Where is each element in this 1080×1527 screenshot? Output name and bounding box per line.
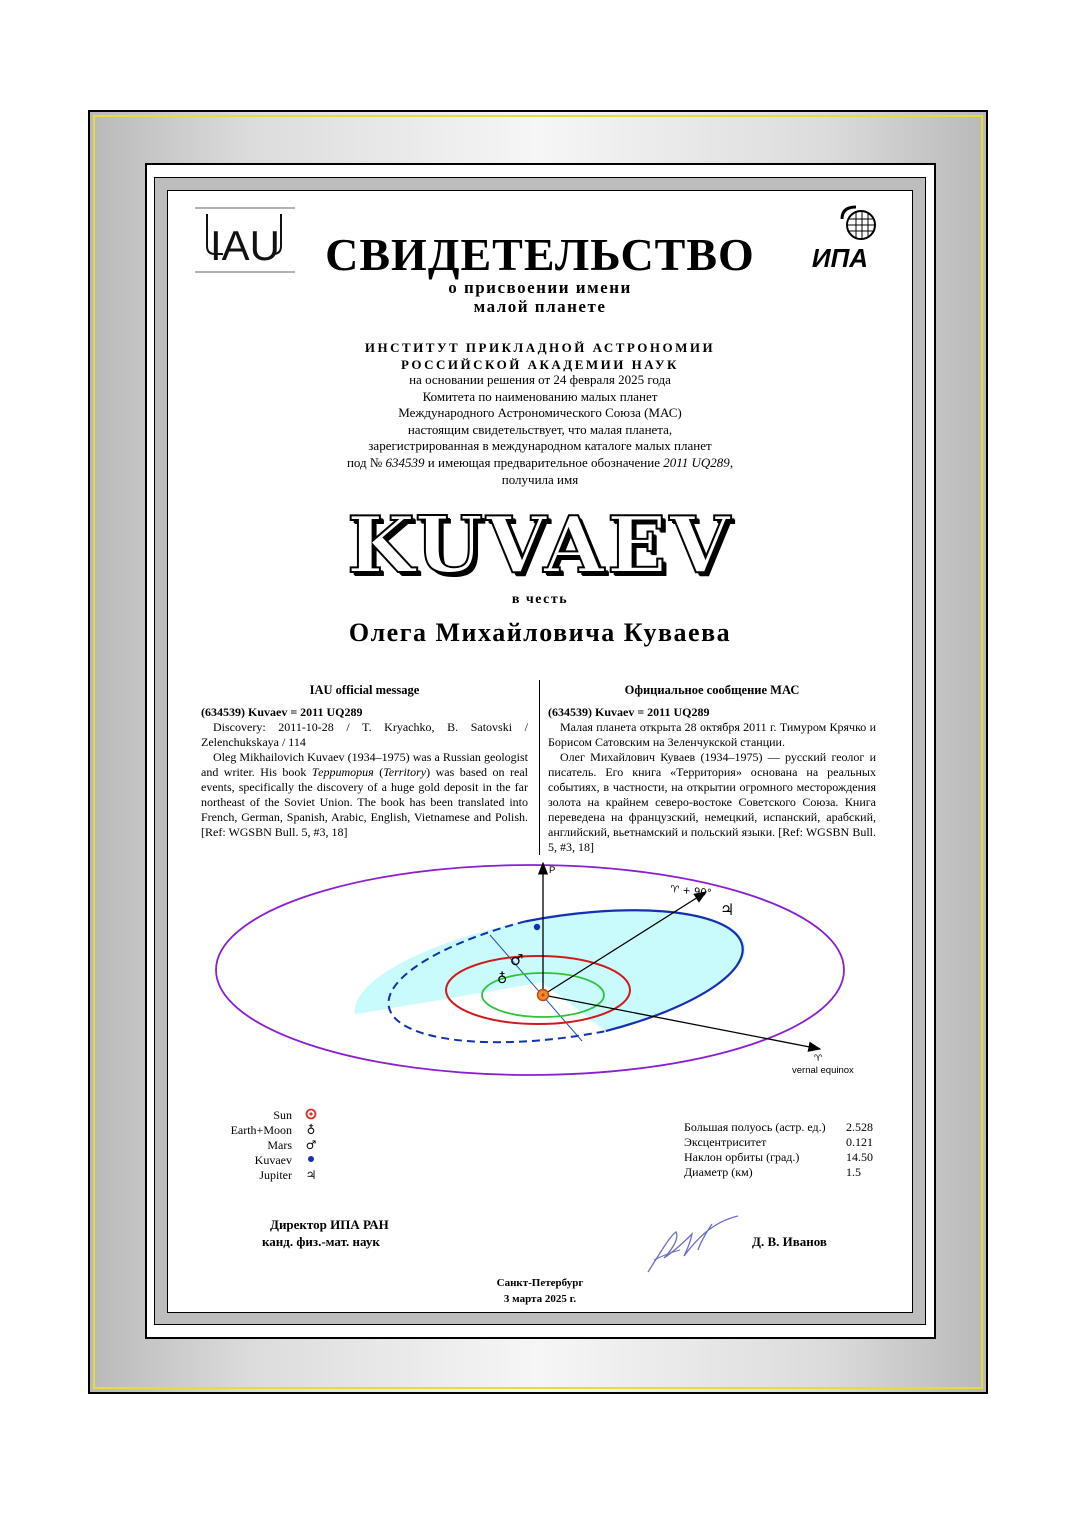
body-line-6-prefix: под № xyxy=(346,455,386,470)
mac-message-text: Олег Михайлович Куваев (1934–1975) — русский геолог и писатель. Его книга «Территория» основана на реальных событиях, в частности, на открытии огромного месторождения золота на крайнем северо-востоке Советского Союза. Книга переведена на французский, немецкий, испанский, арабский, английский, вьетнамский и польский языки. [Ref: WGSBN Bull. 5, #3, 18] xyxy=(548,750,876,854)
column-divider xyxy=(539,680,540,855)
param-row xyxy=(684,1165,884,1180)
kuvaev-orbit-fill xyxy=(344,885,755,1074)
orbit-legend xyxy=(198,1108,318,1188)
footer-city: Санкт-Петербург xyxy=(496,1277,584,1289)
institute-line-2: РОССИЙСКОЙ АКАДЕМИИ НАУК xyxy=(401,357,679,372)
honoree-name: Олега Михайловича Куваева xyxy=(348,618,732,647)
signatory-position-1: Директор ИПА РАН xyxy=(270,1217,389,1232)
footer-date: 3 марта 2025 г. xyxy=(503,1293,577,1305)
signatory-position-2: канд. физ.-мат. наук xyxy=(262,1234,380,1249)
param-value: 2.528 xyxy=(846,1120,873,1134)
body-line-6 xyxy=(167,455,913,472)
param-label: Наклон орбиты (град.) xyxy=(684,1150,800,1164)
ipa-logo-text: ИПА xyxy=(811,243,869,271)
iau-message-heading: IAU official message xyxy=(309,683,420,697)
certificate-title: СВИДЕТЕЛЬСТВО xyxy=(325,229,755,280)
param-row xyxy=(684,1135,884,1150)
param-value: 0.121 xyxy=(846,1135,873,1149)
book-title-en: Territory xyxy=(383,765,427,779)
mac-message xyxy=(548,683,876,855)
param-value: 1.5 xyxy=(846,1165,861,1179)
asteroid-designation: 2011 UQ289 xyxy=(663,455,730,470)
institute-line-1: ИНСТИТУТ ПРИКЛАДНОЙ АСТРОНОМИИ xyxy=(364,340,716,355)
body-line-2: Комитета по наименованию малых планет xyxy=(422,389,658,404)
legend-item-sun xyxy=(198,1108,318,1123)
legend-label-jupiter: Jupiter xyxy=(259,1168,292,1182)
legend-label-sun: Sun xyxy=(273,1108,292,1122)
param-label: Большая полуось (астр. ед.) xyxy=(684,1120,826,1134)
sun-center-dot xyxy=(541,993,544,996)
handwritten-signature xyxy=(640,1210,750,1276)
iau-message-discovery: Discovery: 2011-10-28 / T. Kryachko, B. Satovski / Zelenchukskaya / 114 xyxy=(201,720,528,749)
mac-message-designation: (634539) Kuvaev = 2011 UQ289 xyxy=(548,705,710,719)
subtitle-line-2: малой планете xyxy=(473,297,607,316)
iau-message-designation: (634539) Kuvaev = 2011 UQ289 xyxy=(201,705,363,719)
signatory-name: Д. В. Иванов xyxy=(752,1234,827,1249)
iau-text-part-3: ) was based on real events, specifically the discovery of a huge gold deposit in the far northeast of the Soviet Union. The book has been translated into French, German, Spanish, Arabic, English, Vietnamese and Polish. [Ref: WGSBN Bull. 5, #3, 18] xyxy=(201,765,528,839)
subtitle-line-1: о присвоении имени xyxy=(448,278,632,297)
body-line-3: Международного Астрономического Союза (МАС) xyxy=(398,405,682,420)
vernal-equinox-label: vernal equinox xyxy=(792,1065,854,1076)
legend-item-earth xyxy=(198,1123,318,1138)
iau-message xyxy=(201,683,528,840)
body-line-4: настоящим свидетельствует, что малая планета, xyxy=(407,422,673,437)
body-line-7: получила имя xyxy=(501,472,579,487)
orbital-parameters xyxy=(684,1120,884,1182)
param-label: Эксцентриситет xyxy=(684,1135,767,1149)
iau-text-part-1: Oleg Mikhailovich Kuvaev (1934–1975) was a Russian geologist and writer. His book xyxy=(201,750,528,779)
asteroid-name: KUVAEV xyxy=(347,500,733,591)
mac-message-heading: Официальное сообщение МАС xyxy=(624,683,800,697)
earth-icon: ♁ xyxy=(306,1123,316,1137)
kuvaev-position xyxy=(534,924,540,930)
mars-icon: ♂ xyxy=(305,1138,317,1152)
mac-message-discovery: Малая планета открыта 28 октября 2011 г. Тимуром Крячко и Борисом Сатовским на Зеленчукской станции. xyxy=(548,720,876,749)
asteroid-number: 634539 xyxy=(385,455,425,470)
param-value: 14.50 xyxy=(846,1150,873,1164)
jupiter-icon: ♃ xyxy=(305,1168,317,1182)
pole-label: P xyxy=(549,865,556,876)
orbit-diagram xyxy=(200,855,900,1105)
legend-item-jupiter xyxy=(198,1168,318,1183)
iau-message-text xyxy=(201,750,528,840)
legend-item-kuvaev xyxy=(198,1153,318,1168)
earth-symbol: ♁ xyxy=(497,971,508,987)
iau-logo-text: IAU xyxy=(209,222,281,269)
legend-label-earth: Earth+Moon xyxy=(230,1123,292,1137)
body-line-6-suffix: , xyxy=(729,455,734,470)
iau-text-part-2: ( xyxy=(373,765,384,779)
jupiter-symbol: ♃ xyxy=(720,900,735,919)
in-honor-label: в честь xyxy=(511,592,569,607)
aries-90-label: ♈ + 90° xyxy=(669,884,713,900)
param-row xyxy=(684,1120,884,1135)
legend-label-kuvaev: Kuvaev xyxy=(254,1153,292,1167)
mars-symbol: ♂ xyxy=(510,951,524,969)
legend-item-mars xyxy=(198,1138,318,1153)
sun-icon xyxy=(304,1108,318,1123)
param-label: Диаметр (км) xyxy=(684,1165,753,1179)
body-line-1: на основании решения от 24 февраля 2025 года xyxy=(409,372,671,387)
kuvaev-dot-icon xyxy=(304,1153,318,1168)
param-row xyxy=(684,1150,884,1165)
aries-label: ♈ xyxy=(814,1054,823,1064)
legend-label-mars: Mars xyxy=(267,1138,292,1152)
body-line-6-middle: и имеющая предварительное обозначение xyxy=(424,455,664,470)
body-line-5: зарегистрированная в международном каталоге малых планет xyxy=(368,438,712,453)
book-title-ru: Территория xyxy=(311,765,374,779)
